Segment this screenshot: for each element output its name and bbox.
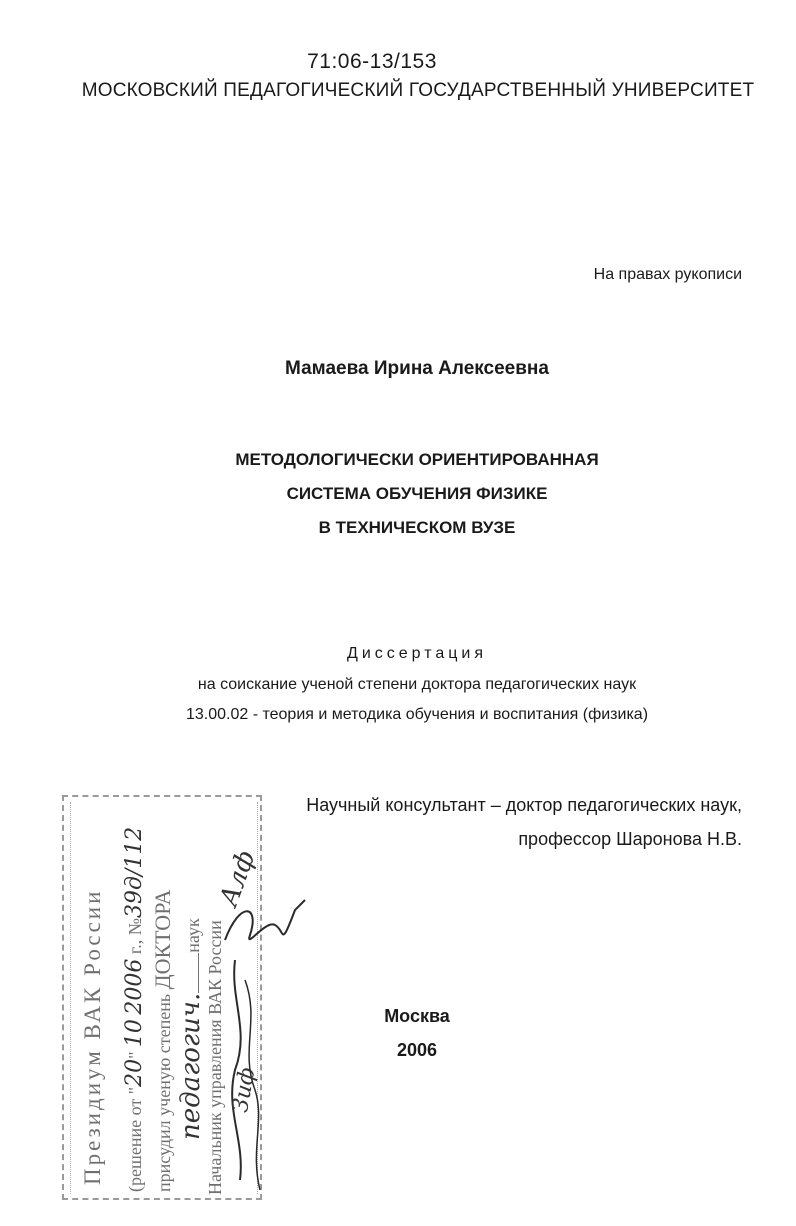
stamp-line-head: Начальник управления ВАК России [205, 920, 225, 1195]
stamp-line-presidium: Президиум ВАК России [80, 888, 105, 1185]
signature-text-2: Зиф [228, 1065, 261, 1115]
scientific-consultant [306, 788, 742, 856]
stamp-line-decision: (решение от "20" 10 2006 г., №39д/112 [122, 826, 147, 1192]
signature-text-1: Алф [214, 846, 262, 911]
title-line-3: В ТЕХНИЧЕСКОМ ВУЗЕ [318, 518, 516, 537]
stamp-handwritten-number: 39д/112 [122, 826, 147, 919]
stamp-line-degree: присудил ученую степень ДОКТОРА [150, 889, 175, 1192]
document-type: Диссертация [346, 645, 488, 662]
author-name: Мамаева Ирина Алексеевна [285, 358, 549, 379]
dissertation-title [0, 443, 796, 545]
year: 2006 [396, 1040, 438, 1060]
signature-scribble [205, 880, 315, 1200]
city: Москва [384, 1006, 450, 1026]
title-line-2: СИСТЕМА ОБУЧЕНИЯ ФИЗИКЕ [286, 484, 548, 503]
rights-note: На правах рукописи [593, 266, 742, 283]
stamp-handwritten-day: 20 [122, 1058, 147, 1087]
stamp-handwritten-year: 2006 [122, 958, 147, 1015]
consultant-line-1: Научный консультант – доктор педагогических наук, [306, 795, 742, 815]
document-code: 71:06-13/153 [307, 50, 437, 73]
stamp-line-field: педагогич.наук [176, 918, 206, 1140]
consultant-line-2: профессор Шаронова Н.В. [518, 829, 742, 849]
university-name: МОСКОВСКИЙ ПЕДАГОГИЧЕСКИЙ ГОСУДАРСТВЕННЫЙ УНИВЕРСИТЕТ [81, 80, 755, 101]
stamp-handwritten-field: педагогич. [176, 992, 206, 1140]
stamp-handwritten-month: 10 [122, 1019, 147, 1048]
title-line-1: МЕТОДОЛОГИЧЕСКИ ОРИЕНТИРОВАННАЯ [235, 450, 599, 469]
specialty-line: 13.00.02 - теория и методика обучения и воспитания (физика) [185, 706, 649, 723]
degree-line: на соискание ученой степени доктора педагогических наук [197, 676, 637, 693]
